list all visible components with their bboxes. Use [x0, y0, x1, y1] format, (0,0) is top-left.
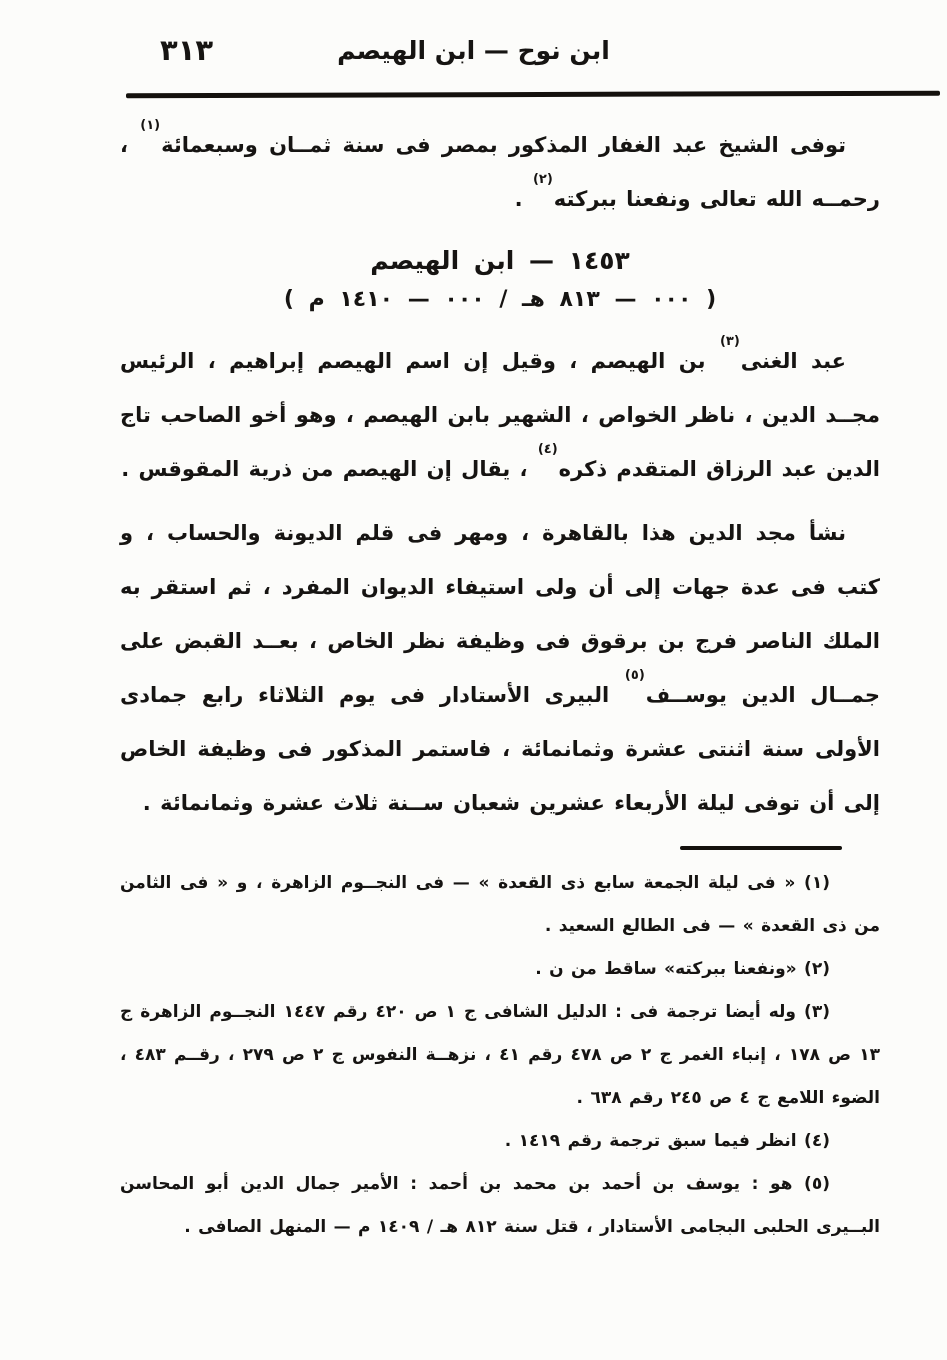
text-run: . — [514, 187, 532, 211]
footnote-marker: (٢) — [804, 959, 830, 979]
footnote-marker: (٤) — [804, 1131, 830, 1151]
footnote-ref: (٥) — [624, 668, 645, 683]
intro-paragraph — [120, 118, 880, 226]
footnote-ref: (٣) — [719, 334, 740, 349]
footnote-ref: (١) — [140, 118, 161, 133]
footnote-text: وله أيضا ترجمة فى : الدليل الشافى ج ١ ص ٤٢٠ رقم ١٤٤٧ النجــوم الزاهرة ج ١٣ ص ١٧٨ ، إنباء الغمر ج ٢ ص ٤٧٨ رقم ٤١ ، نزهــة النفوس ج ٢ ص ٢٧٩ ، رقــم ٤٨٣ ، الضوء اللامع ج ٤ ص ٢٤٥ رقم ٦٣٨ . — [120, 1002, 880, 1108]
footnote-marker: (٥) — [804, 1174, 830, 1194]
biography-paragraph-1 — [120, 334, 880, 496]
text-run: البيرى الأستادار فى يوم الثلاثاء رابع جمادى الأولى سنة اثنتى عشرة وثمانمائة ، فاستمر المذكور فى وظيفة الخاص إلى أن توفى ليلة الأربعاء عشرين شعبان ســنة ثلاث عشرة وثمانمائة . — [120, 683, 880, 815]
text-run: عبد الغنى — [740, 349, 846, 373]
footnote-text: « فى ليلة الجمعة سابع ذى القعدة » — فى النجــوم الزاهرة ، و « فى الثامن من ذى القعدة » — فى الطالع السعيد . — [120, 873, 880, 936]
footnote-separator — [680, 846, 842, 850]
text-run: ، يقال إن الهيصم من ذرية المقوقس . — [121, 457, 537, 481]
footnote-5 — [120, 1163, 880, 1249]
footnote-2 — [120, 948, 880, 991]
footnote-ref: (٢) — [532, 172, 553, 187]
running-title: ابن نوح — ابن الهيصم — [337, 36, 610, 65]
footnote-4 — [120, 1120, 880, 1163]
footnote-text: هو : يوسف بن أحمد بن محمد بن أحمد : الأمير جمال الدين أبو المحاسن البــيرى الحلبى البجامى الأستادار ، قتل سنة ٨١٢ هـ / ١٤٠٩ م — المنهل الصافى . — [120, 1174, 880, 1237]
footnote-marker: (٣) — [804, 1002, 830, 1022]
footnote-text: «ونفعنا ببركته» ساقط من ن . — [535, 959, 805, 979]
body-text — [120, 118, 880, 830]
page-content — [120, 118, 880, 1249]
text-run: ، رحمــه الله تعالى ونفعنا ببركته — [120, 133, 880, 211]
text-run: نشأ مجد الدين هذا بالقاهرة ، ومهر فى قلم الديونة والحساب ، و كتب فى عدة جهات إلى أن ولى استيفاء الديوان المفرد ، ثم استقر به الملك الناصر فرج بن برقوق فى وظيفة نظر الخاص ، بعــد القبض على جمــال الدين يوســف — [120, 521, 880, 707]
footnote-text: انظر فيما سبق ترجمة رقم ١٤١٩ . — [504, 1131, 805, 1151]
entry-heading: ١٤٥٣ — ابن الهيصم — [370, 246, 630, 275]
text-run: توفى الشيخ عبد الغفار المذكور بمصر فى سنة ثمــان وسبعمائة — [161, 133, 847, 157]
page-number: ٣١٣ — [160, 33, 214, 67]
biography-paragraph-2 — [120, 506, 880, 830]
footnote-ref: (٤) — [537, 442, 558, 457]
footnote-3 — [120, 991, 880, 1120]
footnote-marker: (١) — [804, 873, 830, 893]
entry-dates: ( ٠٠٠ — ٨١٣ هـ / ٠٠٠ — ١٤١٠ م ) — [283, 287, 717, 312]
text-run: بن الهيصم ، وقيل إن اسم الهيصم إبراهيم ، الرئيس مجــد الدين ، ناظر الخواص ، الشهير بابن الهيصم ، وهو أخو الصاحب تاج الدين عبد الرزاق المتقدم ذكره — [120, 349, 880, 481]
footnote-1 — [120, 862, 880, 948]
header-rule — [126, 91, 940, 99]
footnotes-section — [120, 862, 880, 1249]
